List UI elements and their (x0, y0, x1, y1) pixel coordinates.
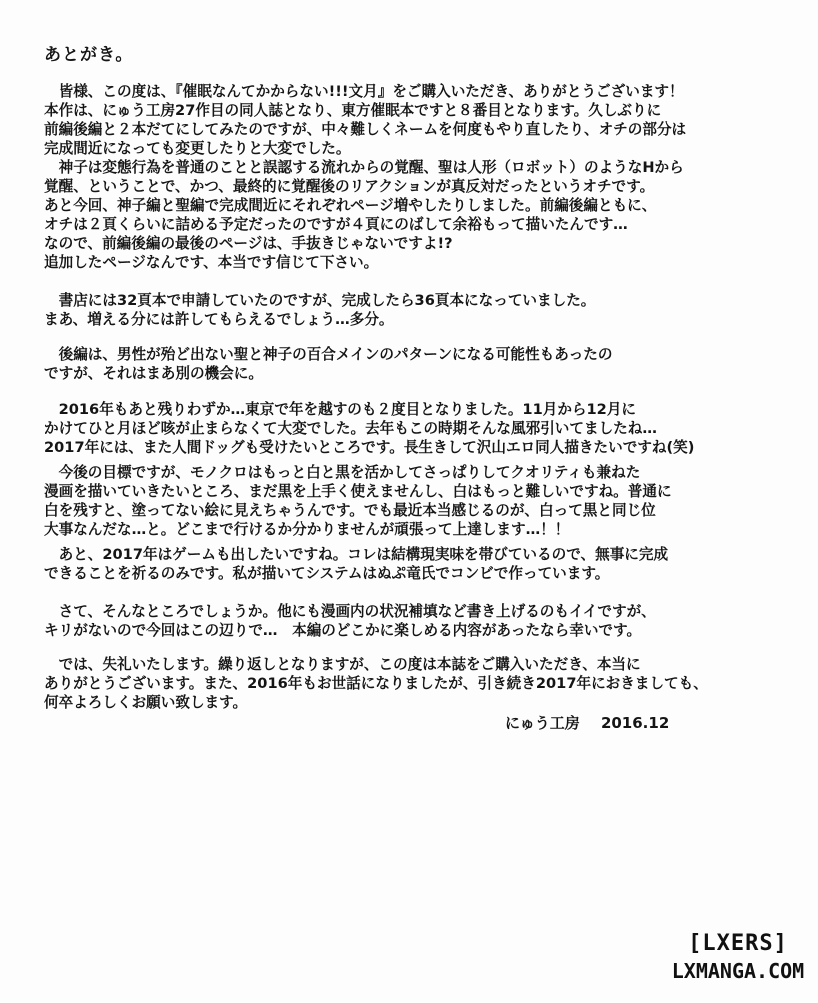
paragraph-8 (44, 602, 784, 640)
text-line: ですが、それはまあ別の機会に。 (44, 365, 263, 382)
text-line: 神子は変態行為を普通のことと誤認する流れからの覚醒、聖は人形（ロボット）のようなHから (44, 159, 684, 176)
text-line: まあ、増える分には許してもらえるでしょう…多分。 (44, 311, 394, 328)
text-line: キリがないので今回はこの辺りで… 本編のどこかに楽しめる内容があったなら幸いです。 (44, 622, 642, 639)
text-line: 本作は、にゅう工房27作目の同人誌となり、東方催眠本ですと８番目となります。久しぶりに (44, 102, 662, 119)
text-line: 皆様、この度は、『催眠なんてかからない!!!文月』をご購入いただき、ありがとうございます！ (44, 83, 684, 100)
text-line: 書店には32頁本で申請していたのですが、完成したら36頁本になっていました。 (44, 292, 596, 309)
paragraph-5 (44, 400, 784, 457)
paragraph-9 (44, 655, 784, 712)
text-line: 何卒よろしくお願い致します。 (44, 694, 248, 711)
text-line: 完成間近になっても変更したりと大変でした。 (44, 140, 351, 157)
text-line: 前編後編と２本だてにしてみたのですが、中々難しくネームを何度もやり直したり、オチの部分は (44, 121, 687, 138)
text-line: 後編は、男性が殆ど出ない聖と神子の百合メインのパターンになる可能性もあったの (44, 346, 613, 363)
text-line: あと今回、神子編と聖編で完成間近にそれぞれページ増やしたりしました。前編後編ともに、 (44, 197, 657, 214)
text-line: 漫画を描いていきたいところ、まだ黒を上手く使えませんし、白はもっと難しいですね。普通に (44, 483, 672, 500)
watermark (668, 930, 808, 984)
text-line: 2016年もあと残りわずか…東京で年を越すのも２度目となりました。11月から12月に (44, 401, 637, 418)
text-line: 白を残すと、塗ってない絵に見えちゃうんです。でも最近本当感じるのが、白って黒と同じ位 (44, 502, 656, 519)
text-line: では、失礼いたします。繰り返しとなりますが、この度は本誌をご購入いただき、本当に (44, 656, 641, 673)
watermark-line-2: LXMANGA.COM (671, 959, 805, 983)
text-line: 大事なんだな…と。どこまで行けるか分かりませんが頑張って上達します…！！ (44, 521, 570, 538)
watermark-line-1: [LXERS] (688, 931, 788, 956)
text-line: オチは２頁くらいに詰める予定だったのですが４頁にのばして余裕もって描いたんです… (44, 216, 628, 233)
signature-date: 2016.12 (600, 714, 670, 732)
text-line: できることを祈るのみです。私が描いてシステムはぬぷ竜氏でコンビで作っています。 (44, 565, 610, 582)
text-line: 覚醒、ということで、かつ、最終的に覚醒後のリアクションが真反対だったというオチです。 (44, 178, 655, 195)
text-line: かけてひと月ほど咳が止まらなくて大変でした。去年もこの時期そんな風邪引いてましたね… (44, 420, 657, 437)
text-line: ありがとうございます。また、2016年もお世話になりましたが、引き続き2017年におきましても、 (44, 675, 708, 692)
text-line: なので、前編後編の最後のページは、手抜きじゃないですよ!? (44, 235, 453, 252)
paragraph-3 (44, 291, 784, 329)
paragraph-7 (44, 545, 784, 583)
text-line: あと、2017年はゲームも出したいですね。コレは結構現実味を帯びているので、無事に完成 (44, 546, 669, 563)
text-line: 今後の目標ですが、モノクロはもっと白と黒を活かしてさっぱりしてクオリティも兼ねた (44, 464, 641, 481)
signature (505, 712, 669, 733)
circle-name: にゅう工房 (505, 714, 580, 732)
paragraph-2 (44, 158, 784, 272)
text-line: 追加したページなんです、本当です信じて下さい。 (44, 254, 379, 271)
text-line: さて、そんなところでしょうか。他にも漫画内の状況補填など書き上げるのもイイですが、 (44, 603, 656, 620)
paragraph-1 (44, 82, 784, 158)
paragraph-4 (44, 345, 784, 383)
page-title: あとがき。 (44, 45, 134, 65)
paragraph-6 (44, 463, 784, 539)
text-line: 2017年には、また人間ドッグも受けたいところです。長生きして沢山エロ同人描きたいですね(笑) (44, 439, 695, 456)
